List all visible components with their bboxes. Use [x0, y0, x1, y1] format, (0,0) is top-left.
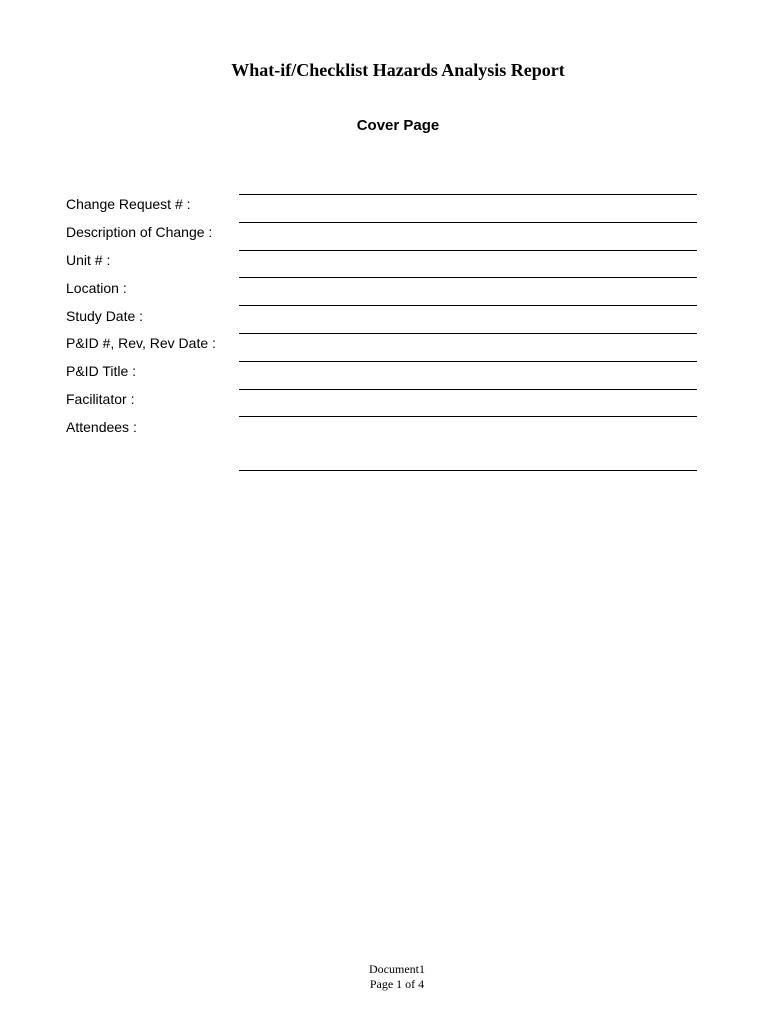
cover-page-heading: Cover Page — [356, 117, 440, 134]
field-label-attendees: Attendees : — [66, 419, 137, 435]
footer-page-info: Page 1 of 4 — [369, 977, 425, 991]
field-line-pid-rev[interactable] — [239, 333, 697, 334]
field-label-unit: Unit # : — [66, 252, 111, 268]
field-line-attendees-top[interactable] — [239, 416, 697, 417]
field-label-location: Location : — [66, 280, 127, 296]
field-label-facilitator: Facilitator : — [66, 391, 135, 407]
field-line-attendees-bottom[interactable] — [239, 470, 697, 471]
field-label-pid-title: P&ID Title : — [66, 363, 137, 379]
field-label-study-date: Study Date : — [66, 308, 144, 324]
field-label-change-request: Change Request # : — [66, 196, 191, 212]
field-line-description-of-change[interactable] — [239, 222, 697, 223]
field-line-location[interactable] — [239, 277, 697, 278]
field-line-pid-title[interactable] — [239, 361, 697, 362]
report-title: What-if/Checklist Hazards Analysis Report — [231, 60, 565, 80]
field-line-facilitator[interactable] — [239, 389, 697, 390]
field-line-study-date[interactable] — [239, 305, 697, 306]
footer-document-name: Document1 — [369, 962, 425, 976]
field-line-change-request[interactable] — [239, 194, 697, 195]
field-label-pid-rev: P&ID #, Rev, Rev Date : — [66, 335, 216, 351]
field-line-unit[interactable] — [239, 250, 697, 251]
field-label-description-of-change: Description of Change : — [66, 224, 213, 240]
